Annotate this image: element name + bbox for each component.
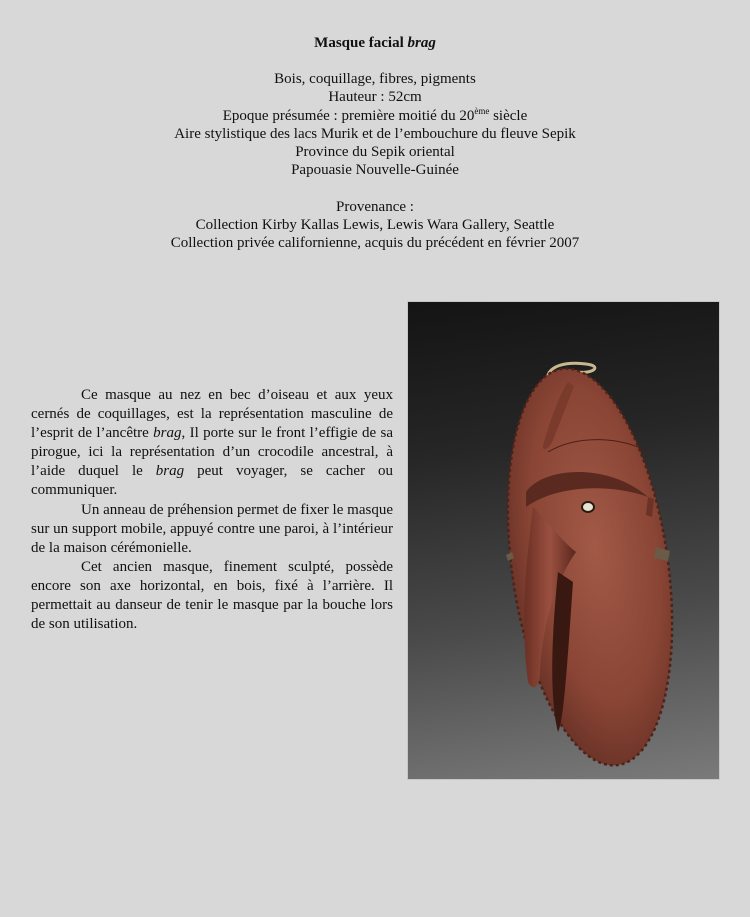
- provenance-line: Collection Kirby Kallas Lewis, Lewis Wara Gallery, Seattle: [195, 217, 555, 234]
- materials: Bois, coquillage, fibres, pigments: [274, 71, 476, 88]
- mask-body: [485, 358, 695, 776]
- description: [31, 386, 393, 634]
- title-italic: brag: [407, 35, 436, 51]
- object-details: [0, 70, 750, 179]
- provenance: [0, 198, 750, 253]
- province: Province du Sepik oriental: [295, 144, 455, 161]
- mask-photo: [408, 302, 719, 779]
- provenance-label: Provenance :: [336, 198, 414, 215]
- italic-term: brag: [155, 463, 185, 480]
- height: Hauteur : 52cm: [328, 89, 422, 106]
- epoch: [0, 107, 750, 125]
- description-paragraph: [31, 386, 393, 501]
- shell-eye: [582, 502, 594, 512]
- title-text: Masque facial: [314, 35, 408, 51]
- mask-illustration: [408, 302, 719, 779]
- epoch-text: Epoque présumée : première moitié du 20: [222, 107, 475, 124]
- object-title: [0, 34, 750, 52]
- italic-term: brag: [153, 425, 182, 442]
- description-paragraph: Un anneau de préhension permet de fixer le masque sur un support mobile, appuyé contre une paroi, à l’intérieur de la maison cérémonielle.: [31, 501, 393, 556]
- provenance-line: Collection privée californienne, acquis du précédent en février 2007: [170, 235, 580, 252]
- country: Papouasie Nouvelle-Guinée: [291, 162, 459, 179]
- style-area: Aire stylistique des lacs Murik et de l’embouchure du fleuve Sepik: [174, 125, 576, 142]
- text-run: , Il porte sur le front l’effigie de sa pirogue, ici la représentation d’un crocodile ancestral, à l’aide duquel le: [31, 425, 394, 480]
- text-run: Ce masque au nez en bec d’oiseau et aux yeux cernés de coquillages, est la représentation masculine de l’esprit de l’ancêtre: [31, 387, 393, 442]
- text-run: peut voyager, se cacher ou communiquer.: [31, 463, 394, 499]
- epoch-suffix: siècle: [489, 107, 528, 124]
- object-header: [0, 34, 750, 253]
- epoch-superscript: ème: [474, 105, 490, 116]
- description-paragraph: Cet ancien masque, finement sculpté, possède encore son axe horizontal, en bois, fixé à l’arrière. Il permettait au danseur de tenir le masque par la bouche lors de son utilisation.: [31, 558, 393, 633]
